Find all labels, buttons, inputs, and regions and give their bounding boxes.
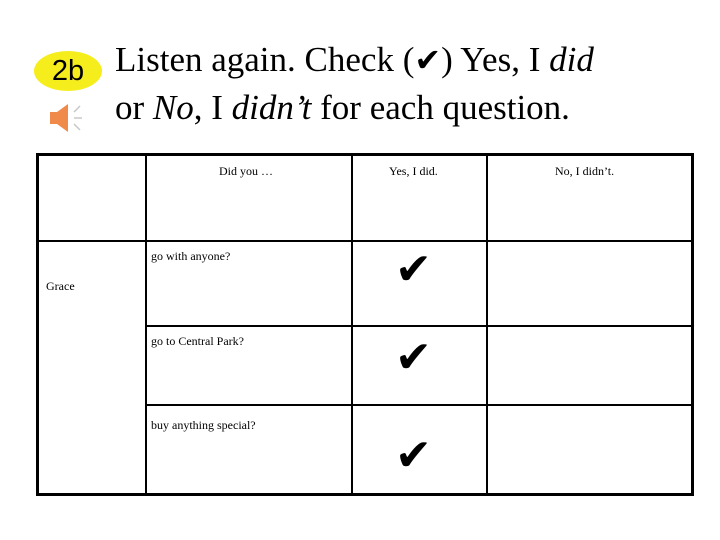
table-divider — [145, 325, 691, 327]
instruction-part: Listen again. Check ( — [115, 40, 415, 79]
instruction-part: ) Yes, I — [441, 40, 550, 79]
table-divider — [145, 404, 691, 406]
exercise-badge: 2b — [34, 51, 102, 91]
instruction-didnt: didn’t — [231, 88, 312, 127]
instruction-line-1 — [115, 36, 715, 84]
person-name: Grace — [46, 279, 75, 293]
check-mark-icon: ✔ — [395, 332, 432, 383]
instruction-no: No — [152, 88, 194, 127]
instruction-line-2 — [115, 84, 715, 132]
header-yes: Yes, I did. — [389, 164, 438, 178]
header-did-you: Did you … — [219, 164, 273, 178]
question-2: go to Central Park? — [151, 334, 244, 348]
question-3: buy anything special? — [151, 418, 256, 432]
instruction-part: or — [115, 88, 153, 127]
instruction-part: for each question. — [311, 88, 570, 127]
check-mark-icon: ✔ — [395, 244, 432, 295]
instruction-text — [115, 36, 715, 132]
table-divider — [39, 240, 691, 242]
check-mark-icon: ✔ — [414, 41, 442, 79]
check-mark-icon: ✔ — [395, 430, 432, 481]
instruction-part: , I — [193, 88, 232, 127]
speaker-icon[interactable] — [46, 100, 86, 136]
question-1: go with anyone? — [151, 249, 231, 263]
answer-table — [36, 153, 694, 496]
header-no: No, I didn’t. — [555, 164, 615, 178]
instruction-did: did — [549, 40, 594, 79]
